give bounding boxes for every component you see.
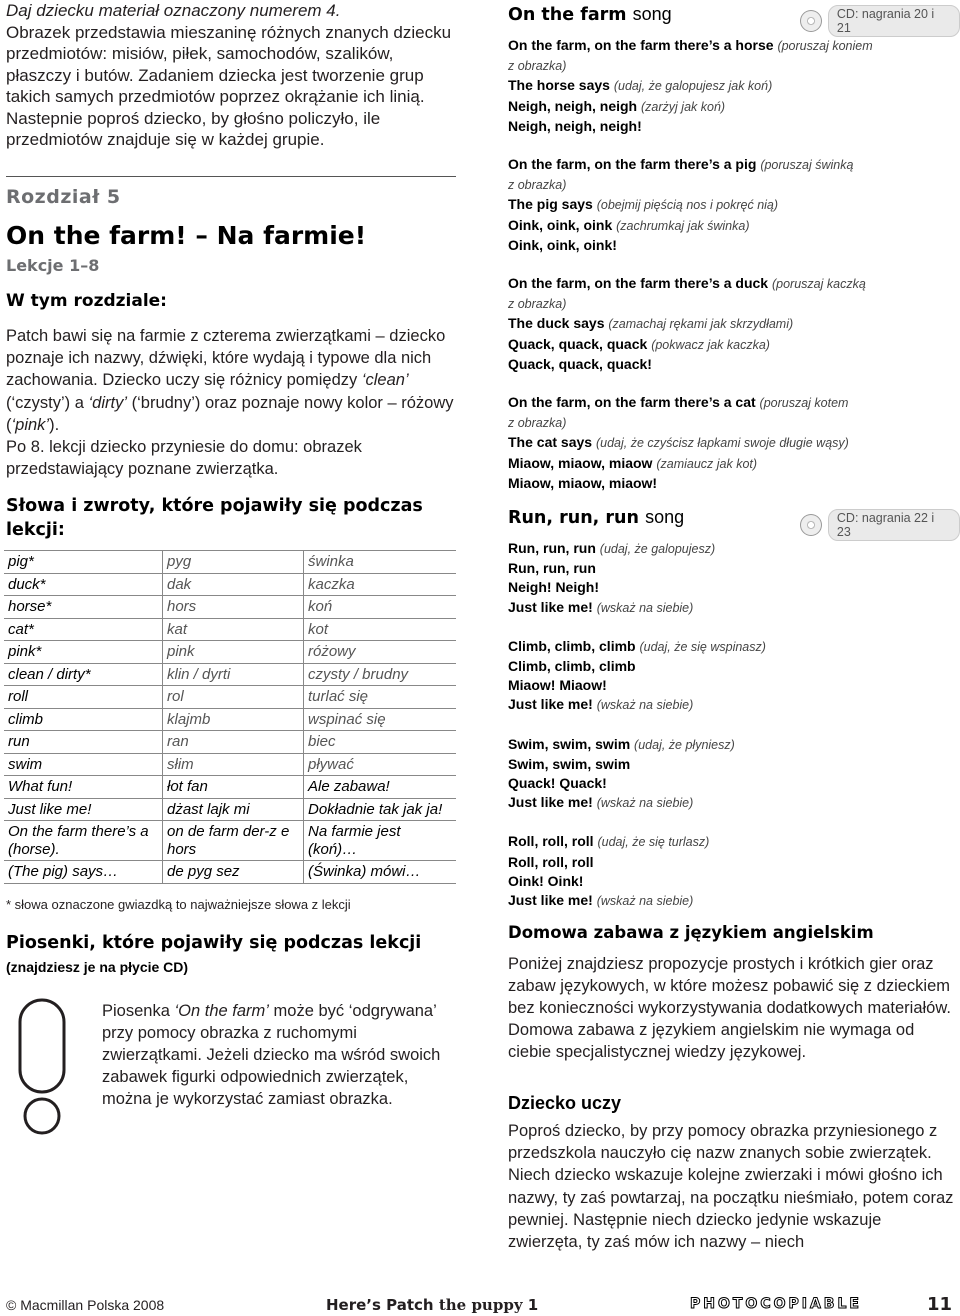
english-cell: horse* [4,596,163,619]
desc-text-2: Dziecko uczy się różnicy pomiędzy [102,371,358,390]
polish-cell: różowy [304,641,457,664]
lyric-text: Just like me! [508,696,593,713]
songs-heading [6,931,446,979]
polish-cell: koń [304,596,457,619]
desc-text-1: Patch bawi się na farmie z czterema zwierzątkami – dziecko poznaje ich nazwy, dźwięki, które wydają i typowe dla nich zachowania. [6,327,446,390]
lyric-hint: z obrazka) [508,59,567,74]
lyric-line [508,891,960,911]
english-cell: roll [4,686,163,709]
english-cell: pig* [4,551,163,574]
lyric-line [508,853,960,872]
pronunciation-cell: dżast lajk mi [163,798,304,821]
intro-paragraph: Obrazek przedstawia mieszaninę różnych znanych dziecku przedmiotów: misiów, piłek, samochodów, szalików, płaszczy i butów. Zadaniem dziecka jest tworzenie grup takich samych przedmiotów poprzez okrążanie ich linią. [6,22,452,106]
lyric-line [508,216,960,236]
chapter-title: On the farm! – Na farmie! [6,221,367,250]
lyric-line [508,314,960,334]
lyric-line [508,559,960,578]
table-row [4,753,456,776]
lyric-line [508,695,960,715]
child-teaches-text: Poproś dziecko, by przy pomocy obrazka przyniesionego z przedszkola nauczyło cię nazw znanych sobie zwierzątek. Niech dziecko wskazuje kolejne zwierzaki i mówi głośno ich nazwy, ty zaś powtarzaj, na początku nieśmiało, potem coraz pewniej. Następnie niech dziecko jedynie wskazuje zwierzęta, ty zaś mów ich nazwy – niech [508,1122,954,1252]
english-cell: climb [4,708,163,731]
lyric-hint: (wskaż na siebie) [596,600,694,615]
lyric-line [508,155,960,175]
note-song-title: ‘On the farm’ [174,1002,269,1020]
polish-cell: (Świnka) mówi… [304,861,457,884]
polish-cell: wspinać się [304,708,457,731]
table-row [4,821,456,861]
brand-part-c: 1 [527,1296,539,1314]
lyric-line [508,117,960,136]
desc-po8: Po 8. [6,438,45,457]
photocopiable-label: PHOTOCOPIABLE [690,1296,862,1312]
lyric-hint: (udaj, że się wspinasz) [639,639,766,654]
lyric-text: Roll, roll, roll [508,833,594,850]
lyric-line [508,413,960,433]
table-row [4,573,456,596]
english-cell: On the farm there’s a (horse). [4,821,163,861]
lyric-text: Run, run, run [508,540,596,556]
table-row [4,551,456,574]
song2-cd-label: CD: nagrania 22 i 23 [828,509,960,541]
song2-title [508,507,684,528]
desc-brudny: (‘brudny’) oraz poznaje nowy kolor – różowy ( [6,393,454,434]
note-text-b: może być ‘odgrywana’ przy pomocy obrazka z ruchomymi zwierzątkami. Jeżeli dziecko ma wśród swoich zabawek figurki odpowiednich zwierzątek, można je wykorzystać zamiast obrazka. [102,1002,441,1108]
polish-cell: pływać [304,753,457,776]
english-cell: run [4,731,163,754]
lyric-hint: (poruszaj kotem [759,396,849,411]
page-number: 11 [926,1294,952,1315]
lyric-text: Swim, swim, swim [508,735,631,752]
lyric-hint: (zarżyj jak koń) [641,99,726,114]
chapter-description [6,325,462,480]
songs-heading-sub: (znajdziesz je na płycie CD) [6,959,189,975]
lyric-line [508,195,960,215]
lyric-text: Just like me! [508,598,593,615]
lyric-hint: (udaj, że się turlasz) [597,835,710,850]
pronunciation-cell: kat [163,618,304,641]
english-cell: duck* [4,573,163,596]
polish-cell: czysty / brudny [304,663,457,686]
intro-block [6,0,458,151]
desc-pink: ‘pink’ [11,415,50,434]
brand-part-b: the puppy [438,1296,523,1314]
pronunciation-cell: rol [163,686,304,709]
lyric-text: The duck says [508,315,605,332]
series-brand [326,1296,538,1314]
lyric-hint: (poruszaj świnką [760,158,854,173]
lyric-hint: (wskaż na siebie) [596,796,694,811]
table-row [4,731,456,754]
desc-czysty: (‘czysty’) a [6,393,84,412]
pronunciation-cell: hors [163,596,304,619]
lyric-line [508,355,960,374]
lyric-text: Climb, climb, climb [508,637,636,654]
lyric-text: The horse says [508,77,610,94]
lyric-line [508,676,960,695]
lyric-text: Just like me! [508,794,593,811]
table-row [4,618,456,641]
lyric-hint: (zachrumkaj jak świnka) [616,218,750,233]
lyric-line [508,832,960,852]
english-cell: clean / dirty* [4,663,163,686]
home-play-text: Poniżej znajdziesz propozycje prostych i krótkich gier oraz zabaw językowych, w które możesz pobawić się z dzieckiem bez konieczności wykorzystywania dodatkowych materiałów. Domowa zabawa z językiem angielskim nie wymaga od ciebie specjalistycznej wiedzy językowej. [508,955,951,1061]
lyric-text: Oink! Oink! [508,872,584,889]
lyric-line [508,175,960,195]
chapter-label: Rozdział 5 [6,186,121,208]
in-chapter-heading: W tym rozdziale: [6,291,167,311]
child-teaches-heading: Dziecko uczy [508,1093,622,1113]
song2-title-bold: Run, run, run [508,508,639,528]
lyric-text: Neigh, neigh, neigh [508,97,638,114]
lyric-hint: (udaj, że płyniesz) [634,737,735,752]
lyric-text: Climb, climb, climb [508,658,636,675]
lyric-line [508,657,960,676]
english-cell: Just like me! [4,798,163,821]
english-cell: (The pig) says… [4,861,163,884]
lyric-hint: (pokwacz jak kaczka) [651,337,770,352]
song2-title-light: song [645,507,685,527]
section-divider [6,176,456,177]
lyric-hint: (poruszaj kaczką [771,277,866,292]
lyric-text: Run, run, run [508,560,596,577]
lyric-line [508,578,960,597]
song-note [102,1000,442,1110]
cd-icon [800,10,822,32]
lyric-line [508,433,960,453]
lyric-hint: (udaj, że czyścisz łapkami swoje długie wąsy) [595,436,849,451]
lyric-text: Oink, oink, oink [508,216,613,233]
lyric-text: On the farm, on the farm there’s a horse [508,37,774,53]
english-cell: pink* [4,641,163,664]
exclamation-icon [14,998,70,1138]
pronunciation-cell: pink [163,641,304,664]
vocabulary-footnote: * słowa oznaczone gwiazdką to najważniejsze słowa z lekcji [6,897,351,912]
lyric-hint: z obrazka) [508,297,567,312]
lyric-line [508,393,960,413]
polish-cell: turlać się [304,686,457,709]
lyric-text: Miaow, miaow, miaow [508,454,653,471]
lyric-text: The pig says [508,196,593,213]
lyric-hint: z obrazka) [508,178,567,193]
lyric-line [508,637,960,657]
lyric-line [508,236,960,255]
lyric-line [508,36,960,56]
lyric-line [508,774,960,793]
polish-cell: kot [304,618,457,641]
desc-lekcji: lekcji dziecko przyniesie do domu: [49,438,299,457]
page-footer [0,1294,960,1316]
song1-cd-label: CD: nagrania 20 i 21 [828,5,960,37]
copyright: © Macmillan Polska 2008 [6,1297,165,1313]
vocabulary-table [4,550,456,884]
lyric-line [508,274,960,294]
lyric-text: On the farm, on the farm there’s a pig [508,156,757,173]
lyric-text: Quack, quack, quack! [508,355,652,372]
lyric-hint: (zamachaj rękami jak skrzydłami) [608,317,794,332]
lyric-line [508,97,960,117]
table-row [4,663,456,686]
pronunciation-cell: klin / dyrti [163,663,304,686]
lyric-text: Quack! Quack! [508,775,607,792]
lyric-line [508,474,960,493]
lyric-line [508,872,960,891]
lyric-text: On the farm, on the farm there’s a cat [508,394,756,411]
lyric-line [508,755,960,774]
lyric-hint: (wskaż na siebie) [596,698,694,713]
desc-clean: ‘clean’ [361,371,409,390]
note-text-a: Piosenka [102,1002,170,1020]
song1-title-light: song [632,4,672,24]
lyric-hint: z obrazka) [508,416,567,431]
polish-cell: Dokładnie tak jak ja! [304,798,457,821]
intro-instruction: Daj dziecku materiał oznaczony numerem 4. [6,1,341,20]
song1-title-bold: On the farm [508,5,627,25]
lyric-text: Just like me! [508,892,593,909]
pronunciation-cell: de pyg sez [163,861,304,884]
pronunciation-cell: dak [163,573,304,596]
lyric-text: Roll, roll, roll [508,853,594,870]
cd-icon [800,514,822,536]
lyric-text: Miaow, miaow, miaow! [508,474,658,491]
lyric-text: Neigh! Neigh! [508,579,599,596]
pronunciation-cell: on de farm der-z e hors [163,821,304,861]
table-row [4,861,456,884]
lyric-line [508,539,960,559]
lyric-hint: (obejmij pięścią nos i pokręć nią) [596,198,779,213]
english-cell: swim [4,753,163,776]
vocabulary-heading: Słowa i zwroty, które pojawiły się podczas lekcji: [6,496,423,540]
lyric-line [508,76,960,96]
pronunciation-cell: słim [163,753,304,776]
desc-obrazek: obrazek przedstawiający poznane zwierzątka. [6,438,362,479]
lyric-line [508,598,960,618]
table-row [4,596,456,619]
song1-cd-badge [800,5,960,37]
lyric-line [508,335,960,355]
table-row [4,708,456,731]
english-cell: What fun! [4,776,163,799]
lyric-text: Quack, quack, quack [508,335,648,352]
table-row [4,641,456,664]
polish-cell: Na farmie jest (koń)… [304,821,457,861]
lyric-hint: (poruszaj koniem [777,39,873,53]
table-row [4,686,456,709]
table-row [4,776,456,799]
home-play-heading: Domowa zabawa z językiem angielskim [508,923,874,942]
song1-lyrics [508,36,960,493]
polish-cell: Ale zabawa! [304,776,457,799]
intro-paragraph-2: Nastepnie poproś dziecko, by głośno policzyło, ile przedmiotów znajduje się w każdej grupie. [6,108,381,149]
pronunciation-cell: klajmb [163,708,304,731]
lyric-text: Swim, swim, swim [508,755,631,772]
polish-cell: biec [304,731,457,754]
polish-cell: świnka [304,551,457,574]
lyric-line [508,294,960,314]
table-row [4,798,456,821]
polish-cell: kaczka [304,573,457,596]
lyric-text: The cat says [508,434,593,451]
lessons-label: Lekcje 1–8 [6,256,100,275]
lyric-text: On the farm, on the farm there’s a duck [508,275,769,292]
songs-heading-text: Piosenki, które pojawiły się podczas lekcji [6,933,422,953]
pronunciation-cell: pyg [163,551,304,574]
lyric-hint: (wskaż na siebie) [596,894,694,909]
pronunciation-cell: łot fan [163,776,304,799]
lyric-hint: (udaj, że galopujesz jak koń) [613,79,773,94]
song2-lyrics [508,539,960,911]
lyric-line [508,735,960,755]
lyric-line [508,454,960,474]
song1-title [508,4,672,25]
lyric-text: Miaow! Miaow! [508,677,607,694]
desc-end: ). [49,415,60,434]
lyric-hint: (zamiaucz jak kot) [656,456,758,471]
desc-dirty: ‘dirty’ [88,393,128,412]
lyric-line [508,56,960,76]
lyric-hint: (udaj, że galopujesz) [599,542,716,556]
brand-part-a: Here’s Patch [326,1296,434,1314]
lyric-line [508,793,960,813]
pronunciation-cell: ran [163,731,304,754]
english-cell: cat* [4,618,163,641]
song2-cd-badge [800,509,960,541]
lyric-text: Neigh, neigh, neigh! [508,117,642,134]
lyric-text: Oink, oink, oink! [508,236,617,253]
